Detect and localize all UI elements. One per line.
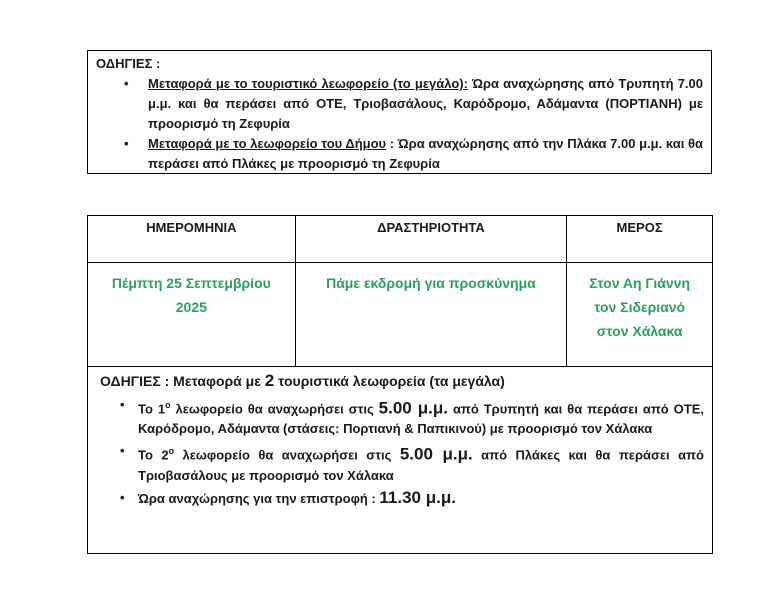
bullet-text: Το 2 (138, 447, 169, 463)
cell-instructions (88, 367, 713, 554)
ordinal-sup: ο (165, 400, 171, 410)
table-row (88, 263, 713, 367)
item-text: : Ώρα αναχώρησης από την Πλάκα 7.00 μ.μ. και θα περάσει από Πλάκες με προορισμό τη Ζεφυρία (148, 136, 703, 171)
item-label: Μεταφορά με το λεωφορείο του Δήμου (148, 136, 387, 151)
bullet-text: λεωφορείο θα αναχωρήσει στις (174, 447, 400, 463)
instructions-list (96, 74, 703, 174)
place-line: τον Σιδεριανό (594, 299, 686, 315)
header-date: ΗΜΕΡΟΜΗΝΙΑ (88, 216, 296, 263)
instructions-bullets (100, 395, 704, 509)
heading-label: ΟΔΗΓΙΕΣ : (100, 373, 174, 389)
heading-text: Μεταφορά με (173, 373, 265, 389)
instructions-heading (100, 371, 704, 391)
bullet-text: λεωφορείο θα αναχωρήσει στις (170, 401, 379, 417)
header-place: ΜΕΡΟΣ (567, 216, 713, 263)
bullet-time: 5.00 μ.μ. (399, 444, 473, 464)
bullet-time: 5.00 μ.μ. (378, 398, 449, 418)
instructions-title: ΟΔΗΓΙΕΣ : (96, 56, 161, 71)
cell-activity: Πάμε εκδρομή για προσκύνημα (295, 263, 567, 367)
instructions-box-top (87, 50, 712, 174)
date-line: Πέμπτη 25 Σεπτεμβρίου (111, 275, 271, 291)
bullet-text: από Πλάκες και θα περάσει από Τριοβασάλους με προορισμό τον Χάλακα (138, 447, 704, 483)
cell-place (567, 263, 713, 367)
list-item (100, 488, 704, 509)
bullet-text: από Τρυπητή και θα περάσει από ΟΤΕ, Καρόδρομο, Αδάμαντα (στάσεις: Πορτιανή & Παπικινού) με προορισμό τον Χάλακα (138, 401, 704, 437)
bullet-text: Το 1 (138, 401, 166, 417)
table-instructions-row (88, 367, 713, 554)
item-label: Μεταφορά με το τουριστικό λεωφορείο (το μεγάλο): (148, 76, 468, 91)
ordinal-sup: ο (168, 446, 175, 457)
cell-date (88, 263, 296, 367)
header-activity: ΔΡΑΣΤΗΡΙΟΤΗΤΑ (295, 216, 567, 263)
heading-text: τουριστικά λεωφορεία (τα μεγάλα) (274, 373, 505, 389)
list-item (96, 134, 703, 174)
date-line: 2025 (175, 299, 207, 315)
list-item (96, 74, 703, 134)
schedule-table (87, 215, 713, 554)
bullet-time: 11.30 μ.μ. (379, 487, 456, 507)
table-header-row (88, 216, 713, 263)
list-item (100, 395, 704, 439)
heading-number: 2 (264, 371, 275, 390)
item-text: Ώρα αναχώρησης από Τρυπητή 7.00 μ.μ. και θα περάσει από ΟΤΕ, Τριοβασάλους, Καρόδρομο, Αδάμαντα (ΠΟΡΤΙΑΝΗ) με προορισμό τη Ζεφυρία (148, 76, 704, 131)
place-line: στον Χάλακα (596, 323, 683, 339)
list-item (100, 441, 704, 485)
place-line: Στον Αη Γιάννη (589, 275, 691, 291)
bullet-text: Ώρα αναχώρησης για την επιστροφή : (138, 490, 380, 506)
